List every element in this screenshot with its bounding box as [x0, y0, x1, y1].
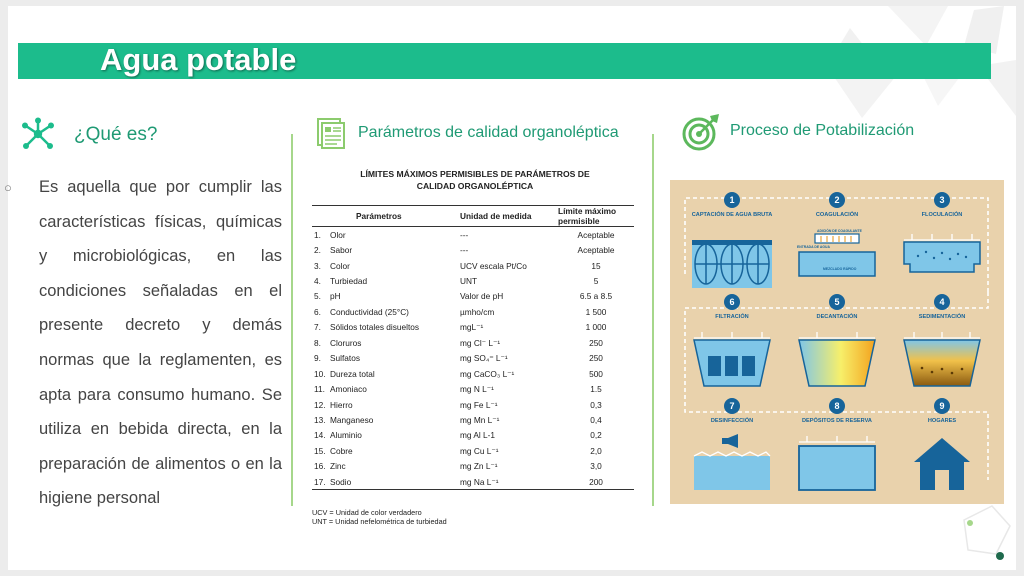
process-step-sedimentacion	[888, 294, 996, 394]
row-number: 15.	[314, 445, 326, 456]
process-step-filtracion	[678, 294, 786, 394]
row-number: 3.	[314, 260, 321, 271]
row-parameter: Sólidos totales disueltos	[330, 322, 420, 333]
row-unit: mg Mn L⁻¹	[460, 414, 500, 425]
row-parameter: Sulfatos	[330, 353, 360, 364]
table-row	[312, 351, 634, 366]
decorative-shapes-bottom	[948, 496, 1016, 570]
row-limit: 250	[589, 353, 603, 364]
row-number: 10.	[314, 368, 326, 379]
coag-top-label: ADICIÓN DE COAGULANTE	[817, 229, 862, 233]
row-number: 4.	[314, 276, 321, 287]
step-number: 9	[934, 398, 950, 414]
row-unit: mg CaCO₃ L⁻¹	[460, 368, 515, 379]
row-number: 12.	[314, 399, 326, 410]
step-number: 3	[934, 192, 950, 208]
row-unit: µmho/cm	[460, 306, 495, 317]
table-header-row	[312, 206, 634, 227]
row-number: 11.	[314, 384, 325, 395]
step-number: 7	[724, 398, 740, 414]
row-number: 16.	[314, 461, 326, 472]
step-number: 8	[829, 398, 845, 414]
row-parameter: Manganeso	[330, 414, 374, 425]
row-number: 17.	[312, 474, 330, 490]
process-step-hogares	[888, 398, 996, 498]
table-row	[312, 242, 634, 257]
process-step-captacion	[678, 192, 786, 292]
row-unit: mg Al L-1	[460, 430, 496, 441]
parametros-heading: Parámetros de calidad organoléptica	[358, 124, 619, 141]
step-label: HOGARES	[927, 418, 957, 424]
step-number: 6	[724, 294, 740, 310]
table-row	[312, 320, 634, 335]
divider-left	[291, 134, 293, 506]
row-limit: 5	[593, 276, 599, 287]
step-label: COAGULACIÓN	[815, 212, 859, 218]
table-header-number	[312, 206, 330, 227]
decantation-tank-icon	[797, 328, 877, 390]
reserve-tank-icon	[797, 432, 877, 494]
definition-text: Es aquella que por cumplir las características físicas, químicas y microbiológicas, en las condiciones señaladas en el presente decreto y demás normas que la reglamenten, es apta para consumo humano. Se utiliza en bebida directa, en la preparación de alimentos o en la higiene personal	[39, 178, 282, 508]
process-step-desinfeccion	[678, 398, 786, 498]
table-title-line-1: LÍMITES MÁXIMOS PERMISIBLES DE PARÁMETROS DE	[360, 169, 590, 179]
row-number: 7.	[314, 322, 321, 333]
table-header-parametros: Parámetros	[330, 206, 460, 227]
step-label: DESINFECCIÓN	[710, 418, 754, 424]
coag-left-label: ENTRADA DE AGUA	[797, 245, 830, 249]
table-row	[312, 258, 634, 273]
parameters-table	[312, 205, 634, 490]
row-unit: mg Cl⁻ L⁻¹	[460, 337, 501, 348]
row-number: 2.	[314, 245, 321, 256]
table-row	[312, 273, 634, 288]
row-unit: UNT	[460, 276, 478, 287]
filtration-tank-icon	[692, 328, 772, 390]
row-parameter: Conductividad (25°C)	[330, 306, 409, 317]
row-number: 14.	[314, 430, 326, 441]
row-parameter: Cloruros	[330, 337, 362, 348]
flocculation-tank-icon	[902, 226, 982, 288]
row-limit: 15	[591, 260, 601, 271]
step-label: CAPTACIÓN DE AGUA BRUTA	[691, 212, 773, 218]
row-number: 5.	[314, 291, 321, 302]
row-unit: mg N L⁻¹	[460, 384, 494, 395]
disinfection-tank-icon	[692, 432, 772, 494]
row-limit: 6.5 a 8.5	[579, 291, 613, 302]
process-step-coagulacion	[783, 192, 891, 292]
table-row	[312, 381, 634, 396]
table-note-ucv: UCV = Unidad de color verdadero	[312, 508, 422, 517]
row-parameter: Zinc	[330, 461, 346, 472]
row-limit: Aceptable	[577, 245, 615, 256]
table-header-limite: Límite máximo permisible	[558, 206, 634, 227]
step-label: FLOCULACIÓN	[921, 212, 963, 218]
parameters-table-image	[308, 157, 642, 533]
table-row	[312, 366, 634, 381]
intake-grates-icon	[692, 226, 772, 288]
process-step-depositos	[783, 398, 891, 498]
page-title: Agua potable	[100, 42, 297, 77]
row-parameter: pH	[330, 291, 341, 302]
table-row	[312, 428, 634, 443]
table-row	[312, 289, 634, 304]
row-unit: mgL⁻¹	[460, 322, 484, 333]
table-title-line-2: CALIDAD ORGANOLÉPTICA	[416, 181, 534, 191]
row-parameter: Dureza total	[330, 368, 375, 379]
process-step-floculacion	[888, 192, 996, 292]
target-icon	[681, 112, 721, 152]
table-row	[312, 459, 634, 474]
step-label: FILTRACIÓN	[715, 314, 749, 320]
sedimentation-tank-icon	[902, 328, 982, 390]
table-row	[312, 397, 634, 412]
proceso-heading: Proceso de Potabilización	[730, 122, 915, 139]
table-row	[312, 304, 634, 319]
row-number: 1.	[314, 229, 321, 240]
row-limit: 500	[589, 368, 603, 379]
slide	[4, 6, 1016, 570]
row-unit: mg Fe L⁻¹	[460, 399, 498, 410]
row-unit: mg Zn L⁻¹	[460, 461, 498, 472]
row-limit: 250	[589, 337, 603, 348]
coag-bottom-label: MEZCLADO RÁPIDO	[823, 267, 857, 271]
document-icon	[314, 114, 350, 150]
row-unit: mg Cu L⁻¹	[460, 445, 499, 456]
row-limit: 200	[558, 474, 634, 490]
process-diagram	[670, 180, 1004, 504]
row-unit: Valor de pH	[460, 291, 504, 302]
row-parameter: Aluminio	[330, 430, 362, 441]
table-note-unt: UNT = Unidad nefelométrica de turbiedad	[312, 517, 447, 526]
row-limit: 0,2	[590, 430, 602, 441]
process-step-decantacion	[783, 294, 891, 394]
row-unit: mg Na L⁻¹	[460, 474, 558, 490]
row-parameter: Olor	[330, 229, 346, 240]
table-row	[312, 412, 634, 427]
row-parameter: Sabor	[330, 245, 353, 256]
step-number: 4	[934, 294, 950, 310]
row-limit: Aceptable	[577, 229, 615, 240]
row-parameter: Color	[330, 260, 350, 271]
table-row	[312, 227, 634, 243]
row-limit: 1 000	[585, 322, 607, 333]
table-row	[312, 443, 634, 458]
row-parameter: Sodio	[330, 474, 460, 490]
row-number: 9.	[314, 353, 321, 364]
row-unit: ---	[460, 245, 469, 256]
row-number: 13.	[314, 414, 326, 425]
table-row	[312, 335, 634, 350]
bullet-icon: ○	[4, 180, 12, 195]
row-unit: mg SO₄⁼ L⁻¹	[460, 353, 508, 364]
step-label: DEPÓSITOS DE RESERVA	[802, 418, 872, 424]
que-es-heading: ¿Qué es?	[74, 124, 158, 145]
row-parameter: Cobre	[330, 445, 353, 456]
table-row	[312, 474, 634, 490]
row-parameter: Amoniaco	[330, 384, 367, 395]
row-limit: 1 500	[585, 306, 607, 317]
step-label: SEDIMENTACIÓN	[918, 314, 966, 320]
row-limit: 3,0	[590, 461, 602, 472]
row-limit: 0,4	[590, 414, 602, 425]
table-header-unidad: Unidad de medida	[460, 206, 558, 227]
row-unit: UCV escala Pt/Co	[460, 260, 527, 271]
step-label: DECANTACIÓN	[816, 314, 858, 320]
step-number: 1	[724, 192, 740, 208]
row-limit: 0,3	[590, 399, 602, 410]
coagulation-tank-icon	[797, 226, 877, 288]
row-limit: 1.5	[590, 384, 602, 395]
step-number: 5	[829, 294, 845, 310]
row-unit: ---	[460, 229, 469, 240]
house-icon	[902, 432, 982, 494]
network-icon	[20, 116, 56, 152]
row-limit: 2,0	[590, 445, 602, 456]
step-number: 2	[829, 192, 845, 208]
divider-right	[652, 134, 654, 506]
row-parameter: Hierro	[330, 399, 353, 410]
row-number: 6.	[314, 306, 321, 317]
row-parameter: Turbiedad	[330, 276, 368, 287]
row-number: 8.	[314, 337, 321, 348]
